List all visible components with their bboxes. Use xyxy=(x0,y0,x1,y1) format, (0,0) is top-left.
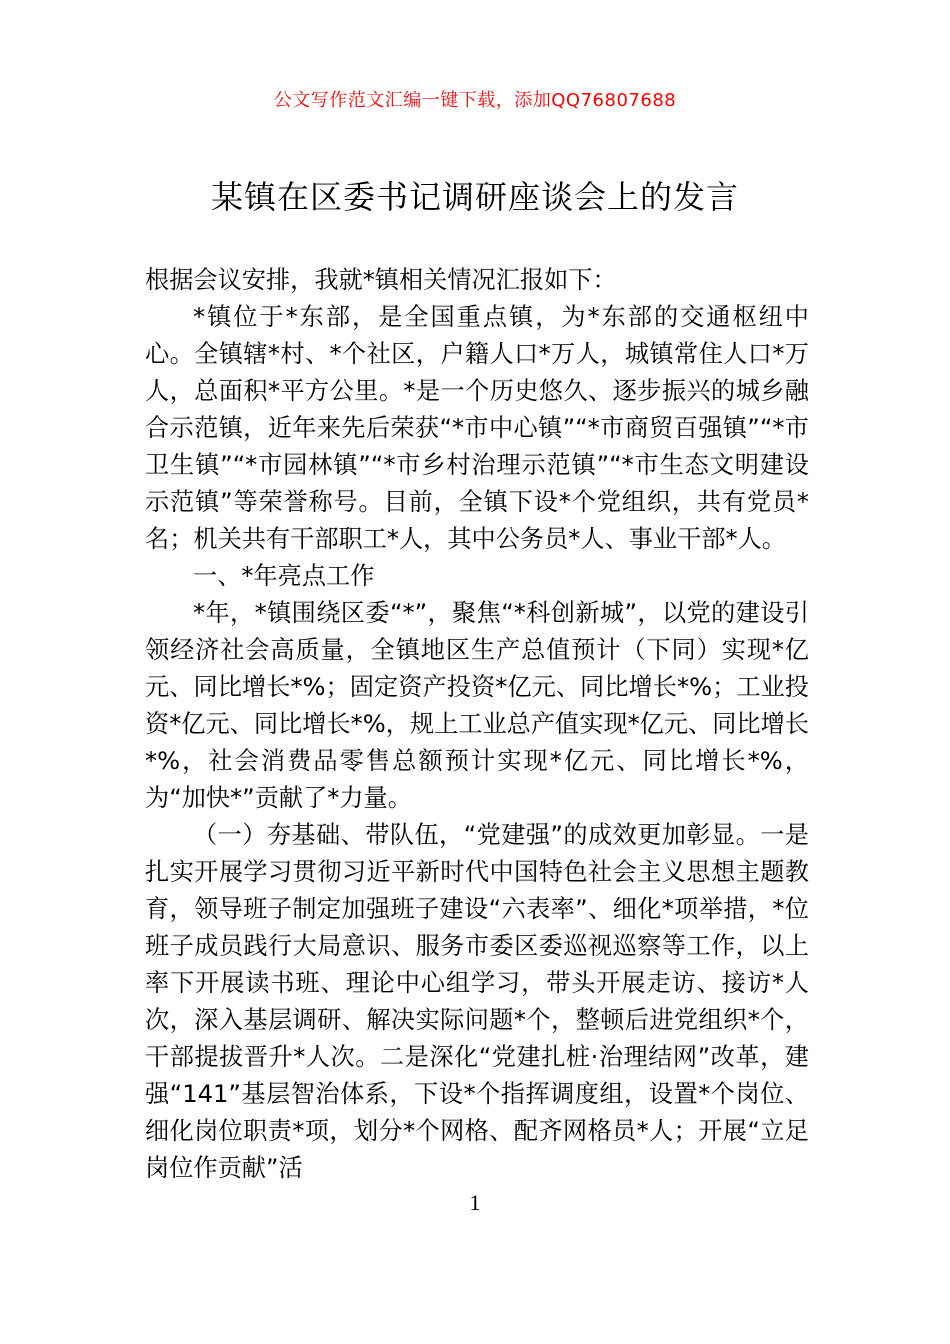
body-paragraph-overview: *镇位于*东部，是全国重点镇，为*东部的交通枢纽中心。全镇辖*村、*个社区，户籍人口*万人，城镇常住人口*万人，总面积*平方公里。*是一个历史悠久、逐步振兴的城乡融合示范镇，近年来先后荣获“*市中心镇”“*市商贸百强镇”“*市卫生镇”“*市园林镇”“*市乡村治理示范镇”“*市生态文明建设示范镇”等荣誉称号。目前，全镇下设*个党组织，共有党员*名；机关共有干部职工*人，其中公务员*人、事业干部*人。 xyxy=(145,303,809,553)
body-paragraph-economy: *年，*镇围绕区委“*”，聚焦“*科创新城”，以党的建设引领经济社会高质量，全镇地区生产总值预计（下同）实现*亿元、同比增长*%；固定资产投资*亿元、同比增长*%；工业投资*亿元、同比增长*%，规上工业总产值实现*亿元、同比增长*%，社会消费品零售总额预计实现*亿元、同比增长*%，为“加快*”贡献了*力量。 xyxy=(145,599,809,812)
body-paragraph-intro: 根据会议安排，我就*镇相关情况汇报如下： xyxy=(145,266,617,294)
body-paragraph-party-building: （一）夯基础、带队伍，“党建强”的成效更加彰显。一是扎实开展学习贯彻习近平新时代中国特色社会主义思想主题教育，领导班子制定加强班子建设“六表率”、细化*项举措，*位班子成员践行大局意识、服务市委区委巡视巡察等工作，以上率下开展读书班、理论中心组学习，带头开展走访、接访*人次，深入基层调研、解决实际问题*个，整顿后进党组织*个，干部提拔晋升*人次。二是深化“党建扎桩·治理结网”改革，建强“141”基层智治体系，下设*个指挥调度组，设置*个岗位、细化岗位职责*项，划分*个网格、配齐网格员*人；开展“立足岗位作贡献”活 xyxy=(145,821,809,1182)
page-number: 1 xyxy=(469,1190,481,1215)
section-heading: 一、*年亮点工作 xyxy=(193,562,375,590)
document-title: 某镇在区委书记调研座谈会上的发言 xyxy=(210,178,739,216)
document-body xyxy=(145,262,809,1187)
download-banner: 公文写作范文汇编一键下载，添加QQ76807688 xyxy=(273,90,677,111)
